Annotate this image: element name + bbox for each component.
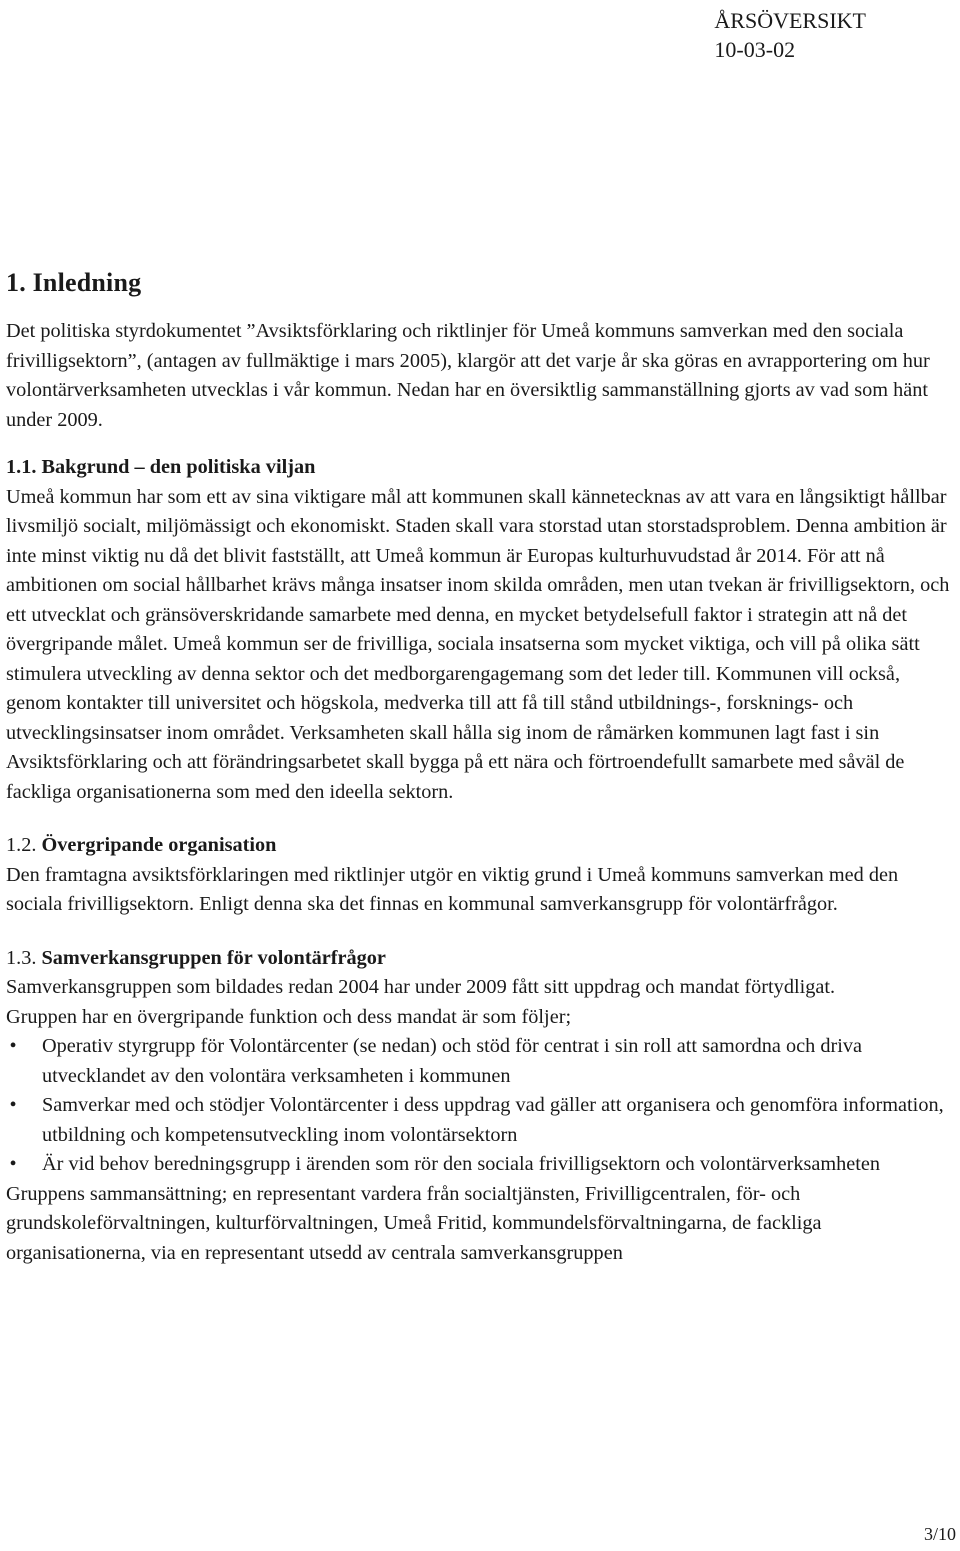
list-item-text: Operativ styrgrupp för Volontärcenter (se nedan) och stöd för centrat i sin roll att samordna och driva utvecklandet av den volontära verksamheten i kommunen	[42, 1035, 863, 1087]
page-number: 3/10	[923, 1524, 956, 1544]
subsection-paragraph: Umeå kommun har som ett av sina viktigare mål att kommunen skall kännetecknas av att vara en långsiktigt hållbar livsmiljö socialt, miljömässigt och ekonomiskt. Staden skall vara storstad utan storstadsproblem. Denna ambition är inte minst viktig nu då det blivit fastställt, att Umeå kommun är Europas kulturhuvudstad år 2014. För att nå ambitionen om social hållbarhet krävs många insatser inom skilda områden, men utan tvekan är frivilligsektorn, och ett utvecklat och gränsöverskridande samarbete med denna, en mycket betydelsefull faktor i strategin att nå det övergripande målet. Umeå kommun ser de frivilliga, sociala insatserna som mycket viktiga, och vill på olika sätt stimulera utveckling av denna sektor och det medborgarengagemang som det leder till. Kommunen vill också, genom kontakter till universitet och högskola, medverka till att få till stånd utbildnings-, forsknings- och utvecklingsinsatser inom området. Verksamheten skall hålla sig inom de råmärken kommunen lagt fast i sin Avsiktsförklaring och att förändringsarbetet skall bygga på ett nära och förtroendefullt samarbete med såväl de fackliga organisationerna som med den ideella sektorn.	[6, 485, 950, 803]
list-item-text: Är vid behov beredningsgrupp i ärenden som rör den sociala frivilligsektorn och volontärverksamheten	[42, 1153, 881, 1175]
bullet-icon: •	[9, 1035, 17, 1057]
document-date: 10-03-02	[714, 37, 796, 62]
bullet-icon: •	[9, 1094, 17, 1116]
section-heading: 1. Inledning	[6, 268, 142, 297]
subsection-heading	[6, 453, 956, 483]
subsection-title: Bakgrund – den politiska viljan	[41, 456, 316, 478]
list-item	[6, 1091, 956, 1150]
subsection-number: 1.3.	[6, 946, 37, 969]
subsection-samverkansgruppen	[6, 944, 956, 1269]
document-title: ÅRSÖVERSIKT	[714, 8, 866, 33]
subsection-paragraph: Samverkansgruppen som bildades redan 2004 har under 2009 fått sitt uppdrag och mandat förtydligat.	[6, 976, 836, 998]
subsection-organisation	[6, 831, 956, 920]
mandate-list	[6, 1032, 956, 1180]
subsection-title: Övergripande organisation	[41, 834, 277, 856]
document-header	[714, 6, 866, 64]
subsection-title: Samverkansgruppen för volontärfrågor	[41, 946, 386, 969]
subsection-background	[6, 453, 956, 807]
subsection-paragraph: Gruppen har en övergripande funktion och dess mandat är som följer;	[6, 1005, 572, 1028]
list-item	[6, 1150, 956, 1180]
subsection-heading	[6, 944, 956, 974]
list-item	[6, 1032, 956, 1091]
bullet-icon: •	[9, 1153, 17, 1175]
list-item-text: Samverkar med och stödjer Volontärcenter i dess uppdrag vad gäller att organisera och genomföra information, utbildning och kompetensutveckling inom volontärsektorn	[42, 1094, 944, 1146]
intro-paragraph: Det politiska styrdokumentet ”Avsiktsförklaring och riktlinjer för Umeå kommuns samverkan med den sociala frivilligsektorn”, (antagen av fullmäktige i mars 2005), klargör att det varje år ska göras en avrapportering om hur volontärverksamheten utvecklas i vår kommun. Nedan har en översiktlig sammanställning gjorts av vad som hänt under 2009.	[6, 320, 930, 431]
document-body	[6, 265, 956, 1268]
subsection-number: 1.2.	[6, 834, 37, 856]
subsection-paragraph: Gruppens sammansättning; en representant vardera från socialtjänsten, Frivilligcentralen, för- och grundskoleförvaltningen, kulturförvaltningen, Umeå Fritid, kommundelsförvaltningarna, de fackliga organisationerna, via en representant utsedd av centrala samverkansgruppen	[6, 1182, 822, 1264]
subsection-heading	[6, 831, 956, 861]
subsection-number: 1.1.	[6, 456, 37, 478]
subsection-paragraph: Den framtagna avsiktsförklaringen med riktlinjer utgör en viktig grund i Umeå kommuns samverkan med den sociala frivilligsektorn. Enligt denna ska det finnas en kommunal samverkansgrupp för volontärfrågor.	[6, 863, 899, 915]
